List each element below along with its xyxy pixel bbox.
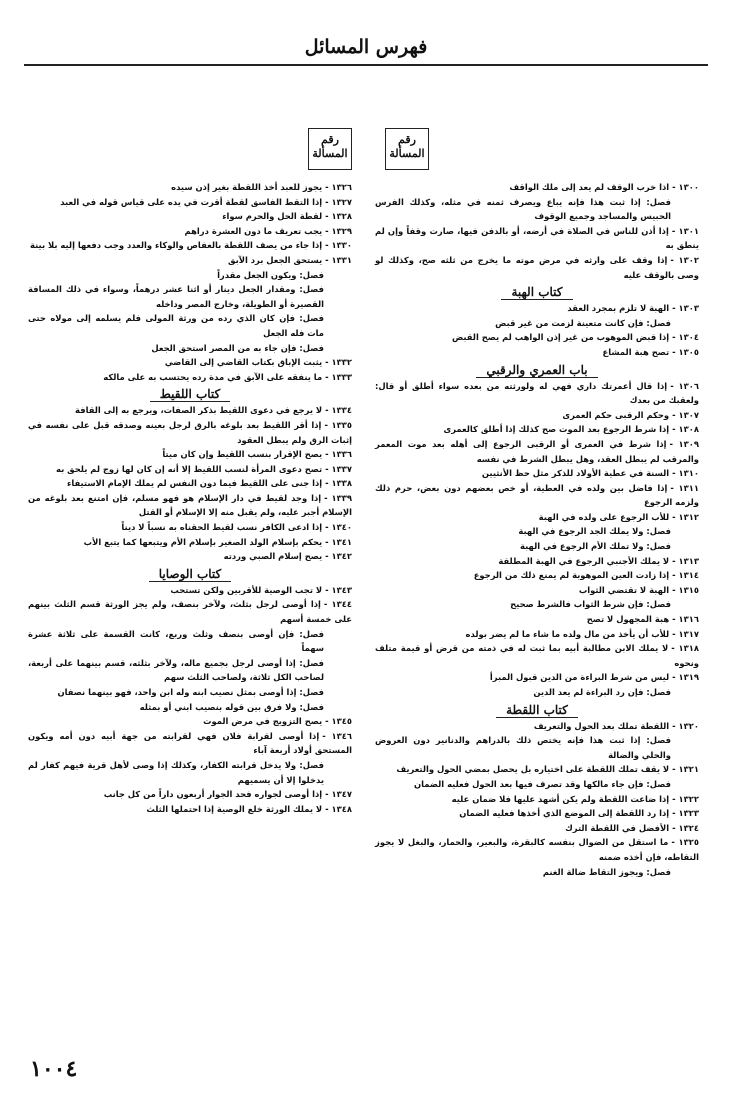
index-entry (28, 238, 352, 253)
index-entry (28, 802, 352, 817)
index-subentry (28, 656, 352, 685)
entry-number: ١٣١١ - (670, 482, 699, 493)
entry-text: إذا جنى على اللقيط فيما دون النفس لم يملك الإمام الاستيفاء (67, 478, 323, 489)
index-entry (375, 568, 699, 583)
right-entries (375, 180, 699, 879)
index-entry (28, 447, 352, 462)
entry-text: فصل: إذا ثبت هذا فإنه يختص ذلك بالدراهم والدنانير دون العروض والحلي والضالة (375, 735, 671, 760)
entry-number: ١٣٠٥ - (672, 346, 699, 357)
entry-text: يجوز للعبد أخذ اللقطة بغير إذن سيده (171, 182, 323, 192)
entry-text: إذا ادعى الكافر نسب لقيط الحقناه به نسباً لا ديناً (121, 522, 323, 533)
index-entry (28, 535, 352, 550)
index-subentry (375, 777, 699, 792)
section-heading-text: كتاب الهبة (501, 285, 572, 300)
entry-text: إذا أقر اللقيط بعد بلوغه بالرق لرجل بعينه وصدقه قبل على نفسه في إثبات الرق ولم يبطل العقود (28, 419, 352, 445)
index-subentry (375, 685, 699, 700)
index-subentry (375, 524, 699, 539)
entry-text: فصل: ولا فرق بين قوله بنصيب ابني أو بمثله (139, 701, 324, 712)
section-heading-text: كتاب الوصايا (149, 567, 232, 582)
entry-text: يحكم بإسلام الولد الصغير بإسلام الأم ويتبعها كما يتبع الأب (83, 536, 323, 547)
index-entry (28, 224, 352, 239)
index-entry (28, 491, 352, 520)
entry-text: لا يملك الورثة خلع الوصية إذا احتملها الثلث (146, 803, 323, 814)
section-heading-text: باب العمري والرقبي (476, 363, 597, 378)
section-heading (28, 565, 352, 583)
index-entry (375, 481, 699, 510)
column-heading-line1: رقم (398, 133, 416, 146)
index-entry (375, 627, 699, 642)
index-subentry (28, 758, 352, 787)
entry-text: إذا أوصى لقرابة فلان فهي لقرابته من جهة أبيه دون أمه ويكون المستحق أولاد أربعة آباء (28, 730, 352, 756)
entry-number: ١٣٢٩ - (325, 225, 352, 236)
column-heading-line1: رقم (321, 133, 339, 146)
entry-text: لقطة الحل والحرم سواء (222, 211, 323, 222)
index-entry (28, 583, 352, 598)
entry-number: ١٣٣٦ - (325, 449, 352, 460)
index-entry (28, 418, 352, 447)
index-subentry (375, 597, 699, 612)
entry-text: وحكم الرقبى حكم العمرى (562, 409, 670, 420)
entry-text: إذا رد اللقطة إلى الموضع الذي أخذها فعليه الضمان (459, 808, 670, 819)
entry-number: ١٣٠٢ - (670, 254, 699, 265)
index-entry (375, 330, 699, 345)
entry-text: للأب أن يأخذ من مال ولده ما شاء ما لم يضر بولده (465, 628, 670, 639)
index-entry (28, 370, 352, 385)
header-rule (24, 64, 708, 66)
index-entry (28, 520, 352, 535)
left-column (28, 128, 352, 816)
index-entry (28, 180, 352, 195)
entry-number: ١٣٤٦ - (322, 730, 352, 741)
index-entry (28, 253, 352, 268)
page-title: فهرس المسائل (304, 36, 428, 58)
index-entry (375, 554, 699, 569)
index-entry (375, 719, 699, 734)
index-entry (375, 422, 699, 437)
index-entry (375, 379, 699, 408)
entry-number: ١٣٢٣ - (672, 808, 699, 819)
entry-number: ١٣٣٧ - (325, 463, 352, 474)
entry-number: ١٣٤٢ - (325, 551, 352, 562)
index-subentry (375, 539, 699, 554)
entry-number: ١٣٣١ - (325, 254, 352, 265)
index-entry (28, 597, 352, 626)
entry-text: إذا قال أعمرتك داري فهي له ولورثته من بعده سواء أطلق أو قال: ولعقبك من بعدك (375, 380, 699, 406)
entry-number: ١٣٣٥ - (324, 419, 352, 430)
index-subentry (28, 282, 352, 311)
entry-text: فصل: ويكون الجعل مقدراً (217, 269, 324, 280)
index-entry (28, 403, 352, 418)
index-subentry (375, 195, 699, 224)
column-heading-line2: المسألة (312, 147, 348, 160)
entry-number: ١٣٠٤ - (672, 332, 699, 343)
index-entry (375, 466, 699, 481)
entry-text: للأب الرجوع على ولده في الهبة (538, 511, 670, 522)
entry-number: ١٣٣٩ - (324, 492, 352, 503)
index-entry (375, 641, 699, 670)
entry-number: ١٣٢٨ - (325, 211, 352, 222)
entry-text: إذا زادت العين الموهوبة لم يمنع ذلك من الرجوع (473, 570, 670, 581)
entry-number: ١٣١٢ - (672, 511, 699, 522)
entry-text: لا تجب الوصية للأقربين ولكن تستحب (170, 584, 323, 595)
entry-number: ١٣٠٣ - (672, 303, 699, 314)
index-subentry (375, 316, 699, 331)
column-heading-box (385, 128, 429, 170)
entry-number: ١٣٤٣ - (325, 584, 352, 595)
section-heading (375, 701, 699, 719)
index-entry (375, 180, 699, 195)
entry-text: إذا وجد لقيط في دار الإسلام هو فهو مسلم، فإن امتنع بعد بلوغه من الإسلام أجبر عليه، ولم يقبل منه إلا الإسلام أو القتل (28, 492, 352, 518)
index-entry (28, 549, 352, 564)
index-entry (375, 224, 699, 253)
entry-text: فصل: ولا يملك الجد الرجوع في الهبة (518, 526, 671, 537)
index-entry (375, 670, 699, 685)
index-entry (375, 762, 699, 777)
section-heading (375, 283, 699, 301)
entry-number: ١٣١٣ - (672, 555, 699, 566)
index-subentry (28, 685, 352, 700)
entry-number: ١٣٢٧ - (325, 196, 352, 207)
entry-text: إذا ضاعت اللقطة ولم يكن أشهد عليها فلا ضمان عليه (451, 793, 670, 804)
entry-text: ما ينفقه على الآبق في مدة رده يحتسب به على مالكه (103, 371, 323, 382)
entry-text: فصل: فإن جاء مالكها وقد تصرف فيها بعد الحول فعليه الضمان (414, 778, 671, 789)
entry-text: لا يقف تملك اللقطة على اختياره بل يحصل بمضي الحول والتعريف (396, 764, 670, 775)
section-heading-text: كتاب اللقطة (496, 703, 578, 718)
entry-number: ١٣٢٥ - (671, 837, 699, 848)
index-subentry (28, 311, 352, 340)
entry-text: فصل: إذا ثبت هذا فإنه يباع ويصرف ثمنه في مثله، وكذلك الفرس الحبيس والمساجد وجميع الوقوف (375, 196, 671, 222)
entry-text: إذا وقف على وارثه في مرض موته ما يخرج من ثلثه صح، وكذلك لو وصى بالوقف عليه (375, 254, 699, 280)
entry-number: ١٣٣٣ - (325, 371, 352, 382)
entry-number: ١٣٠٠ - (672, 182, 699, 192)
index-subentry (375, 733, 699, 762)
entry-text: ما استقل من الضوال بنفسه كالبقرة، والبعير، والحمار، والبغل لا يجوز التقاطه، فإن أخذه ضمنه (375, 837, 699, 862)
index-entry (28, 714, 352, 729)
entry-number: ١٣١٨ - (671, 643, 699, 654)
entry-number: ١٣٤٤ - (323, 599, 352, 610)
index-entry (375, 583, 699, 598)
entry-text: لا يرجع في دعوى اللقيط بذكر الصفات، ويرجع به إلى القافة (75, 405, 323, 416)
entry-text: إذا فاضل بين ولده في العطية، أو خص بعضهم دون بعض، حرم ذلك ولزمه الرجوع (375, 482, 699, 508)
index-subentry (375, 865, 699, 880)
entry-number: ١٣٢١ - (672, 764, 699, 775)
entry-text: تصح هبة المشاع (602, 346, 670, 357)
index-entry (375, 253, 699, 282)
entry-number: ١٣٤٠ - (325, 522, 352, 533)
entry-text: فصل: فإن شرط الثواب فالشرط صحيح (510, 599, 671, 610)
index-entry (375, 806, 699, 821)
entry-text: إذا التقط الفاسق لقطة أقرت في يده على قياس قوله في العبد (60, 196, 323, 207)
entry-text: لا يملك الابن مطالبة أبيه بما ثبت له في ذمته من قرض أو قيمة متلف ونحوه (375, 643, 699, 668)
entry-text: إذا شرط الرجوع بعد الموت صح كذلك إذا أطلق كالعمرى (443, 424, 670, 435)
entry-text: فصل: ولا تملك الأم الرجوع في الهبة (520, 541, 671, 552)
entry-number: ١٣٠٦ - (670, 380, 699, 391)
entry-text: فصل: فإن جاء به من المصر استحق الجعل (151, 342, 324, 353)
entry-number: ١٣١٠ - (672, 468, 699, 479)
entry-text: يثبت الإباق بكتاب القاضي إلى القاضي (164, 357, 323, 368)
index-entry (28, 476, 352, 491)
left-entries (28, 180, 352, 816)
entry-text: إذا أوصى لرجل بثلث، ولآخر بنصف، ولم يجز الورثة قسم الثلث بينهم على خمسة أسهم (28, 599, 352, 625)
entry-text: يصح الإقرار بنسب اللقيط وإن كان ميتاً (162, 449, 323, 460)
entry-text: تصح دعوى المرأة لنسب اللقيط إلا أنه إن كان لها زوج لم يلحق به (56, 463, 323, 474)
column-heading-box (308, 128, 352, 170)
index-entry (375, 792, 699, 807)
entry-text: الهبة لا تلزم بمجرد العقد (567, 303, 670, 314)
entry-number: ١٣١٩ - (672, 672, 699, 683)
entry-text: يصح إسلام الصبي وردته (223, 551, 323, 562)
index-entry (28, 729, 352, 758)
entry-text: ليس من شرط البراءة من الدين قبول المبرأ (489, 672, 670, 683)
index-entry (28, 462, 352, 477)
index-entry (28, 355, 352, 370)
entry-text: إذا جاء من يصف اللقطة بالعفاص والوكاء والعدد وجب دفعها إليه بلا بينة (30, 240, 323, 251)
entry-text: فصل: إذا أوصى بمثل نصيب ابنه وله ابن واحد، فهو بينهما نصفان (57, 687, 324, 697)
index-subentry (28, 268, 352, 283)
entry-text: يجب تعريف ما دون العشرة دراهم (184, 225, 323, 236)
index-entry (375, 345, 699, 360)
section-heading (28, 385, 352, 403)
entry-number: ١٣٢٢ - (672, 793, 699, 804)
index-entry (28, 195, 352, 210)
left-column-heading (28, 128, 352, 180)
section-heading-text: كتاب اللقيط (150, 387, 231, 402)
entry-number: ١٣٤٨ - (325, 803, 352, 814)
entry-text: فصل: ولا يدخل قرابته الكفار، وكذلك إذا وصى لأهل قرية فيهم كفار لم يدخلوا إلا أن يسميهم (28, 759, 324, 785)
entry-number: ١٣٠٩ - (669, 438, 699, 449)
entry-text: اذا خرب الوقف لم يعد إلى ملك الواقف (509, 182, 670, 192)
entry-text: فصل: إذا أوصى لرجل بجميع ماله، ولآخر بثلثه، قسم بينهما على أربعة، لصاحب الكل ثلاثة، ولصاحب الثلث سهم (28, 657, 324, 683)
entry-number: ١٣١٤ - (672, 570, 699, 581)
entry-number: ١٣١٦ - (672, 614, 699, 625)
entry-number: ١٣٤٧ - (325, 789, 352, 800)
section-heading (375, 361, 699, 379)
index-entry (375, 437, 699, 466)
entry-text: اللقطة تملك بعد الحول والتعريف (533, 720, 670, 731)
index-subentry (28, 341, 352, 356)
entry-text: فصل: فإن أوصى بنصف وثلث وربع، كانت القسمة على ثلاثة عشرة سهماً (28, 628, 324, 654)
index-entry (375, 301, 699, 316)
entry-number: ١٣٣٠ - (325, 240, 352, 251)
index-entry (375, 408, 699, 423)
index-subentry (28, 700, 352, 715)
entry-number: ١٣١٥ - (672, 584, 699, 595)
entry-number: ١٣٢٦ - (325, 182, 352, 192)
entry-number: ١٣٠٨ - (672, 424, 699, 435)
entry-text: فصل: فإن رد البراءة لم يعد الدين (533, 687, 671, 697)
entry-text: إذا شرط في العمرى أو الرقبى الرجوع إلى أهله بعد موت المعمر والمرقب لم يبطل العقد، وهل يبطل الشرط في نفسه (375, 438, 699, 464)
index-entry (375, 821, 699, 836)
entry-text: الهبة لا تقتضي الثواب (578, 584, 670, 595)
index-entry (28, 209, 352, 224)
entry-number: ١٣٢٤ - (672, 822, 699, 833)
entry-number: ١٣٣٤ - (325, 405, 352, 416)
index-entry (375, 510, 699, 525)
entry-number: ١٣٢٠ - (672, 720, 699, 731)
entry-number: ١٣٤١ - (325, 536, 352, 547)
index-entry (375, 835, 699, 864)
entry-text: فصل: فإن كانت متعينة لزمت من غير قبض (495, 317, 671, 328)
entry-text: فصل: فإن كان الذي رده من ورثة المولى فلم يسلمه إلى مولاه حتى مات فله الجعل (28, 313, 324, 338)
entry-number: ١٣٠٧ - (672, 409, 699, 420)
entry-text: فصل: ومقدار الجعل دينار أو اثنا عشر درهماً، وسواء في ذلك المسافة القصيرة أو الطويلة، وخارج المصر وداخله (28, 284, 324, 309)
entry-number: ١٣٤٥ - (325, 716, 352, 727)
entry-number: ١٣١٧ - (672, 628, 699, 639)
page-number: ١٠٠٤ (30, 1056, 78, 1082)
entry-number: ١٣٠١ - (671, 225, 699, 236)
right-column (375, 128, 699, 879)
entry-number: ١٣٣٨ - (325, 478, 352, 489)
right-column-heading (375, 128, 699, 180)
entry-text: يستحق الجعل برد الآبق (228, 254, 323, 265)
entry-text: هبة المجهول لا تصح (586, 614, 670, 625)
entry-number: ١٣٣٢ - (325, 357, 352, 368)
entry-text: يصح التزويج في مرض الموت (203, 716, 323, 727)
entry-text: فصل: ويجوز التقاط ضالة الغنم (542, 866, 671, 877)
entry-text: إذا أوصى لجواره فحد الجوار أربعون داراً من كل جانب (103, 789, 323, 800)
entry-text: إذا أذن للناس في الصلاة في أرضه، أو بالدفن فيها، صارت وقفاً وإن لم ينطق به (375, 225, 699, 251)
index-subentry (28, 627, 352, 656)
entry-text: لا يملك الأجنبي الرجوع في الهبة المطلقة (498, 555, 670, 566)
entry-text: الأفضل في اللقطة الترك (565, 822, 670, 833)
entry-text: السنة في عطية الأولاد للذكر مثل حظ الأنثيين (481, 468, 670, 479)
index-entry (28, 787, 352, 802)
column-heading-line2: المسألة (389, 147, 425, 160)
entry-text: إذا قبض الموهوب من غير إذن الواهب لم يصح القبض (451, 332, 670, 343)
index-entry (375, 612, 699, 627)
